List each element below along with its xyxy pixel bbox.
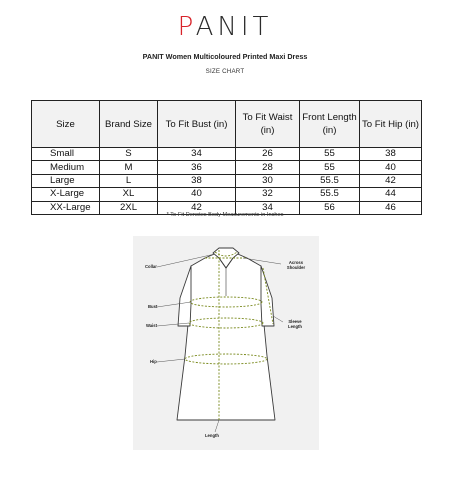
cell-size: X-Large	[32, 188, 100, 201]
cell-front-length: 55.5	[300, 188, 360, 201]
cell-bust: 38	[158, 174, 236, 187]
cell-bust: 42	[158, 201, 236, 214]
cell-waist: 30	[236, 174, 300, 187]
cell-brand-size: 2XL	[100, 201, 158, 214]
cell-front-length: 56	[300, 201, 360, 214]
table-row	[32, 148, 422, 161]
cell-front-length: 55	[300, 148, 360, 161]
size-chart-table	[31, 100, 422, 215]
header-size: Size	[32, 101, 100, 148]
footnote: * To-Fit Denotes Body Measurements in Inches	[166, 212, 284, 218]
cell-bust: 36	[158, 161, 236, 174]
cell-waist: 26	[236, 148, 300, 161]
left-sleeve	[178, 266, 191, 326]
cell-size: Medium	[32, 161, 100, 174]
cell-hip: 46	[360, 201, 422, 214]
table-row	[32, 188, 422, 201]
cell-brand-size: L	[100, 174, 158, 187]
cell-waist: 32	[236, 188, 300, 201]
cell-brand-size: M	[100, 161, 158, 174]
cell-size: Large	[32, 174, 100, 187]
label-waist: Waist	[146, 323, 158, 328]
label-across-shoulder: Across Shoulder	[286, 260, 306, 270]
table-row	[32, 174, 422, 187]
measurement-diagram	[133, 236, 319, 450]
cell-waist: 28	[236, 161, 300, 174]
header-hip: To Fit Hip (in)	[360, 101, 422, 148]
brand-logo	[0, 12, 450, 42]
logo-rest: ANIT	[195, 12, 273, 42]
label-collar: Collar	[145, 264, 157, 269]
cell-size: Small	[32, 148, 100, 161]
label-bust: Bust	[148, 304, 158, 309]
label-hip: Hip	[150, 359, 157, 364]
header-bust: To Fit Bust (in)	[158, 101, 236, 148]
cell-size: XX-Large	[32, 201, 100, 214]
size-chart-label: SIZE CHART	[205, 68, 245, 75]
cell-hip: 44	[360, 188, 422, 201]
header-brand-size: Brand Size	[100, 101, 158, 148]
cell-waist: 34	[236, 201, 300, 214]
cell-hip: 42	[360, 174, 422, 187]
cell-brand-size: XL	[100, 188, 158, 201]
label-length: Length	[205, 433, 219, 438]
cell-bust: 40	[158, 188, 236, 201]
table-header-row	[32, 101, 422, 148]
product-title: PANIT Women Multicoloured Printed Maxi Dress	[142, 52, 308, 61]
cell-bust: 34	[158, 148, 236, 161]
logo-letter-p: P	[177, 12, 196, 42]
cell-hip: 40	[360, 161, 422, 174]
cell-front-length: 55.5	[300, 174, 360, 187]
cell-brand-size: S	[100, 148, 158, 161]
cell-hip: 38	[360, 148, 422, 161]
table-row	[32, 161, 422, 174]
header-front-length: Front Length (in)	[300, 101, 360, 148]
label-sleeve-length: Sleeve Length	[288, 319, 302, 329]
cell-front-length: 55	[300, 161, 360, 174]
header-waist: To Fit Waist (in)	[236, 101, 300, 148]
